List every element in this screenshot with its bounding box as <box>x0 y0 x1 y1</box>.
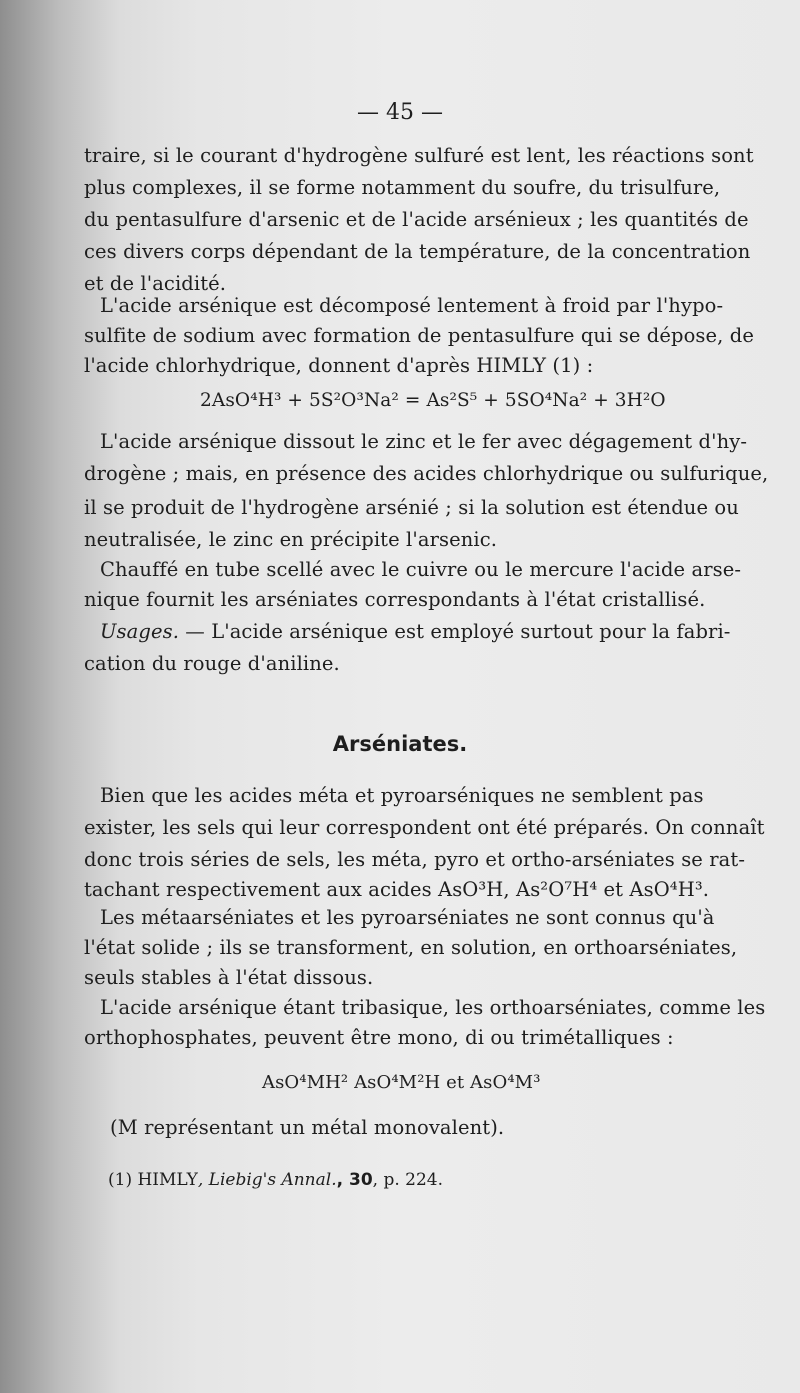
text-line: (M représentant un métal monovalent). <box>110 1116 505 1139</box>
text-line: orthophosphates, peuvent être mono, di ou trimétalliques : <box>84 1026 674 1049</box>
author-name: HIMLY <box>476 354 547 377</box>
text-line: exister, les sels qui leur correspondent ont été préparés. On connaît <box>84 816 765 839</box>
text-line: ces divers corps dépendant de la température, de la concentration <box>84 240 751 263</box>
text-line: L'acide arsénique dissout le zinc et le fer avec dégagement d'hy- <box>100 430 748 453</box>
text-line: seuls stables à l'état dissous. <box>84 966 374 989</box>
text-line: Bien que les acides méta et pyroarséniques ne semblent pas <box>100 784 704 807</box>
text-line: Chauffé en tube scellé avec le cuivre ou le mercure l'acide arse- <box>100 558 742 581</box>
footnote-page: , p. 224. <box>372 1170 444 1190</box>
text-line: L'acide arsénique est décomposé lentement à froid par l'hypo- <box>100 294 724 317</box>
section-title: Arséniates. <box>332 732 468 756</box>
text-line <box>100 622 731 642</box>
chemical-formulas: AsO⁴MH² AsO⁴M²H et AsO⁴M³ <box>262 1072 541 1093</box>
usages-heading: Usages. <box>100 620 179 643</box>
text-line: l'état solide ; ils se transforment, en solution, en orthoarséniates, <box>84 936 738 959</box>
text-line: plus complexes, il se forme notamment du soufre, du trisulfure, <box>84 176 721 199</box>
page-number: — 45 — <box>357 100 443 125</box>
text-line: du pentasulfure d'arsenic et de l'acide arsénieux ; les quantités de <box>84 208 749 231</box>
text-span: (1) : <box>546 354 594 377</box>
text-line <box>84 356 593 376</box>
footnote-journal: , Liebig's Annal. <box>197 1170 337 1190</box>
text-line: nique fournit les arséniates correspondants à l'état cristallisé. <box>84 588 706 611</box>
footnote <box>108 1170 443 1190</box>
text-line: il se produit de l'hydrogène arsénié ; si la solution est étendue ou <box>84 496 739 519</box>
text-line: traire, si le courant d'hydrogène sulfuré est lent, les réactions sont <box>84 144 754 167</box>
footnote-volume: , 30 <box>336 1170 373 1190</box>
text-line: cation du rouge d'aniline. <box>84 652 340 675</box>
text-line: donc trois séries de sels, les méta, pyro et ortho-arséniates se rat- <box>84 848 746 871</box>
text-line: tachant respectivement aux acides AsO³H, As²O⁷H⁴ et AsO⁴H³. <box>84 878 710 901</box>
text-span: l'acide chlorhydrique, donnent d'après <box>84 354 477 377</box>
text-line: neutralisée, le zinc en précipite l'arsenic. <box>84 528 498 551</box>
text-line: et de l'acidité. <box>84 272 227 295</box>
text-line: Les métaarséniates et les pyroarséniates ne sont connus qu'à <box>100 906 715 929</box>
footnote-author: HIMLY <box>137 1170 198 1190</box>
text-line: L'acide arsénique étant tribasique, les orthoarséniates, comme les <box>100 996 766 1019</box>
footnote-mark: (1) <box>108 1170 138 1190</box>
text-line: drogène ; mais, en présence des acides chlorhydrique ou sulfurique, <box>84 462 769 485</box>
text-span: — L'acide arsénique est employé surtout pour la fabri- <box>179 620 731 643</box>
text-line: sulfite de sodium avec formation de pentasulfure qui se dépose, de <box>84 324 754 347</box>
chemical-equation: 2AsO⁴H³ + 5S²O³Na² = As²S⁵ + 5SO⁴Na² + 3H²O <box>200 390 666 411</box>
